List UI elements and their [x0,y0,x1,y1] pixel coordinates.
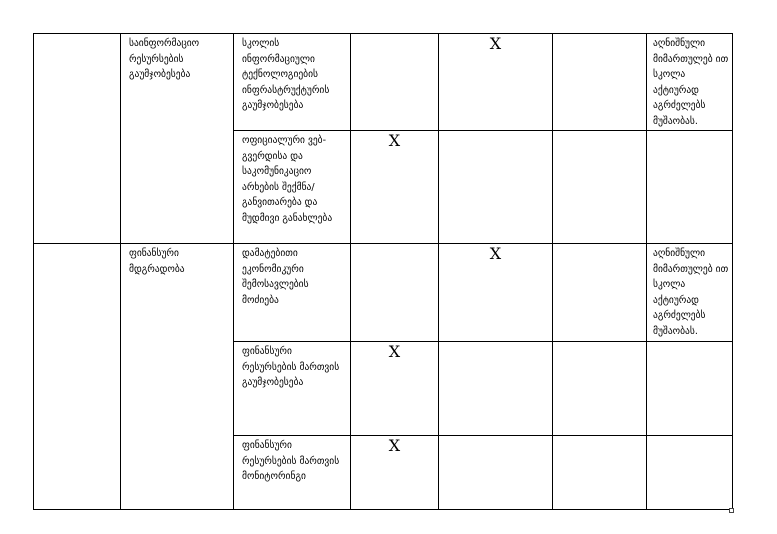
blank-cell [553,436,647,510]
blank-cell [34,244,121,510]
blank-cell [34,34,121,244]
blank-cell [553,34,647,131]
mark-cell [439,131,553,244]
note-cell: აღნიშნული მიმართულებ ით სკოლა აქტიურად აგრძელებს მუშაობას. [647,244,733,342]
mark-cell: X [351,342,439,436]
blank-cell [553,131,647,244]
table-row [34,244,733,342]
note-cell [647,131,733,244]
activity-cell: დამატებითი ეკონომიკური შემოსავლების მოძიება [234,244,351,342]
activity-cell: სკოლის ინფორმაციული ტექნოლოგიების ინფრასტრუქტურის გაუმჯობესება [234,34,351,131]
plan-table [33,33,733,510]
activity-cell: ფინანსური რესურსების მართვის მონიტორინგი [234,436,351,510]
mark-cell [351,34,439,131]
table-row [34,34,733,131]
note-cell [647,342,733,436]
table-resize-handle[interactable] [729,508,734,513]
blank-cell [553,342,647,436]
mark-cell: X [439,244,553,342]
note-cell [647,436,733,510]
area-cell: ფინანსური მდგრადობა [121,244,234,510]
mark-cell: X [351,131,439,244]
activity-cell: ფინანსური რესურსების მართვის გაუმჯობესება [234,342,351,436]
mark-cell: X [351,436,439,510]
activity-cell: ოფიციალური ვებ-გვერდისა და საკომუნიკაციო არხების შექმნა/განვითარება და მუდმივი განახლება [234,131,351,244]
mark-cell [351,244,439,342]
mark-cell [439,436,553,510]
mark-cell: X [439,34,553,131]
note-cell: აღნიშნული მიმართულებ ით სკოლა აქტიურად აგრძელებს მუშაობას. [647,34,733,131]
area-cell: საინფორმაციო რესურსების გაუმჯობესება [121,34,234,244]
mark-cell [439,342,553,436]
blank-cell [553,244,647,342]
